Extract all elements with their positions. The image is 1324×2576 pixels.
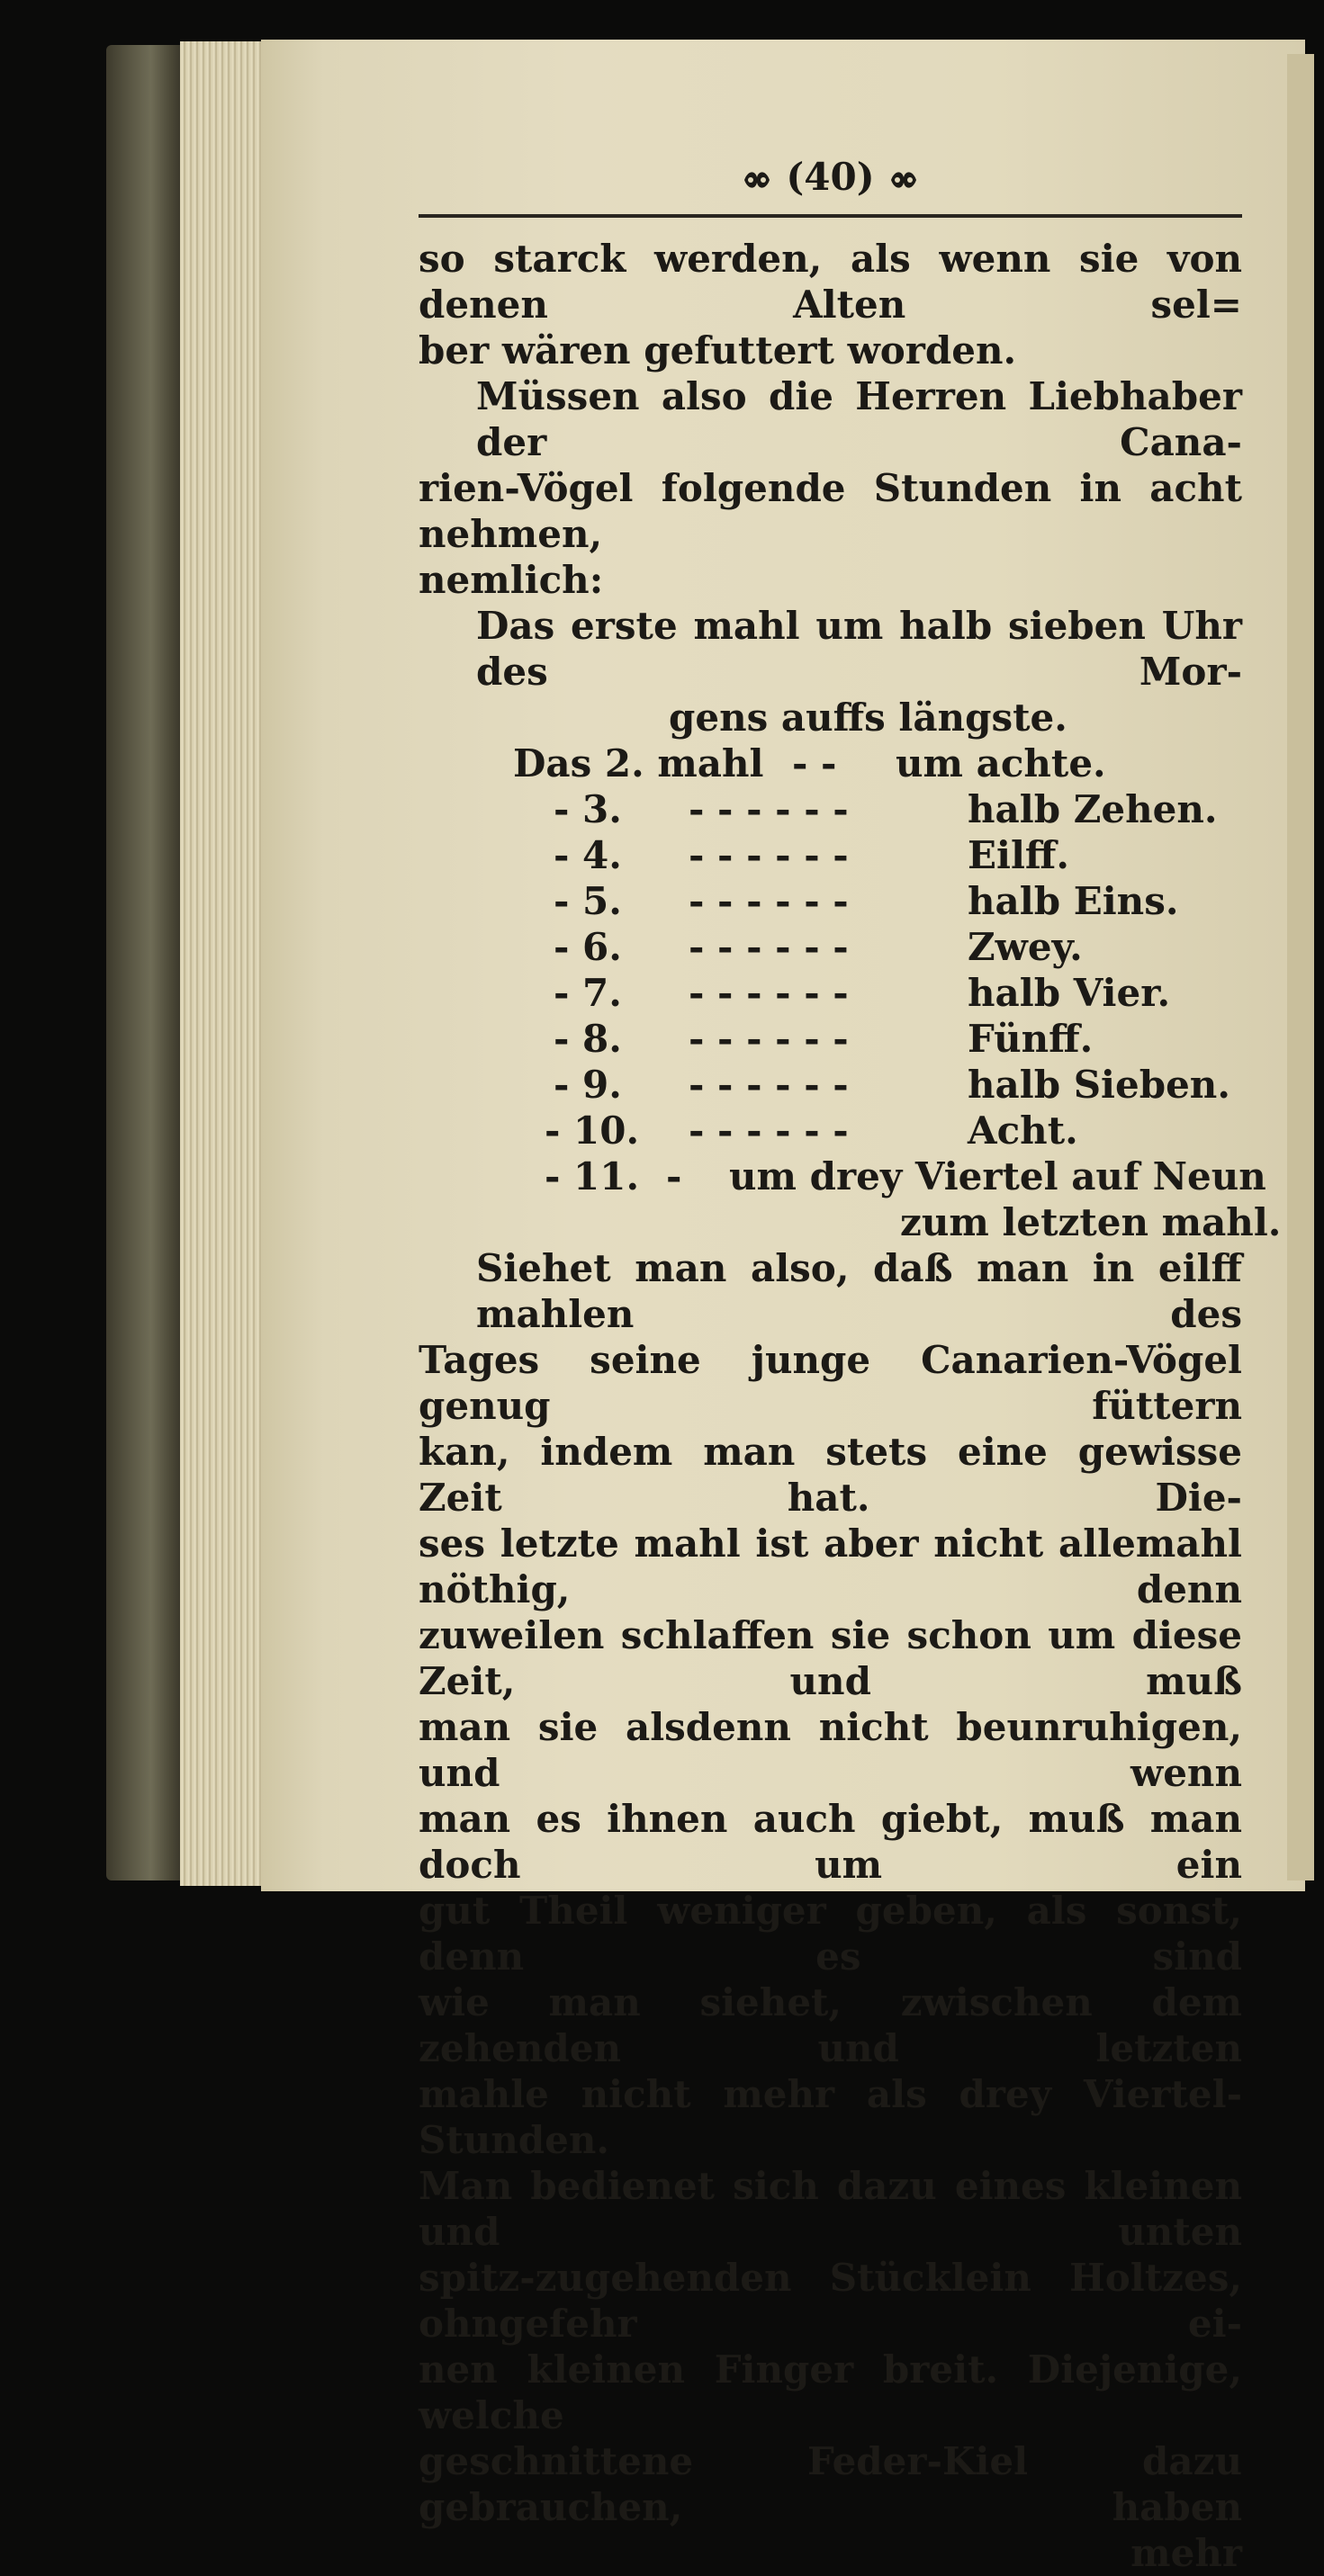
text-line: Siehet man also, daß man in eilff mahlen des (476, 1246, 1242, 1336)
text-line: nemlich: (419, 558, 604, 602)
text-line: Tages seine junge Canarien-Vögel genug füttern (419, 1338, 1242, 1428)
text-line: rien-Vögel folgende Stunden in acht nehmen, (419, 466, 1242, 556)
page-edges (180, 41, 270, 1886)
schedule-row: - 3. - - - - - - halb Zehen. (554, 787, 1218, 831)
catchword: mehr (1130, 2531, 1242, 2575)
right-ornament-icon (887, 166, 920, 193)
text-line: Müssen also die Herren Liebhaber der Cana- (476, 374, 1242, 464)
schedule-row: - 6. - - - - - - Zwey. (554, 925, 1083, 969)
schedule-row: - 7. - - - - - - halb Vier. (554, 971, 1171, 1015)
text-line: spitz-zugehenden Stücklein Holtzes, ohngefehr ei- (419, 2256, 1242, 2346)
book-spine (106, 45, 187, 1880)
left-ornament-icon (741, 166, 773, 193)
schedule-row: - 8. - - - - - - Fünff. (554, 1017, 1094, 1061)
schedule-row: - 5. - - - - - - halb Eins. (554, 879, 1179, 923)
text-line: nen kleinen Finger breit. Diejenige, welche (419, 2347, 1242, 2437)
text-line: man sie alsdenn nicht beunruhigen, und wenn (419, 1705, 1242, 1795)
text-line: geschnittene Feder-Kiel dazu gebrauchen, haben (419, 2439, 1242, 2529)
text-line: gut Theil weniger geben, als sonst, denn es sind (419, 1889, 1242, 1979)
text-line: Das erste mahl um halb sieben Uhr des Mor- (476, 604, 1242, 694)
page-gutter (1287, 54, 1314, 1880)
page-header (419, 155, 1242, 199)
schedule-row: - 10. - - - - - - Acht. (545, 1108, 1078, 1153)
schedule-row: - 4. - - - - - - Eilff. (554, 833, 1070, 877)
text-line: gens auffs längste. (669, 696, 1067, 740)
text-line: kan, indem man stets eine gewisse Zeit hat. Die- (419, 1430, 1242, 1520)
page-number: (40) (786, 155, 875, 199)
schedule-row: Das 2. mahl - - um achte. (513, 741, 1106, 785)
text-line: zum letzten mahl. (900, 1200, 1282, 1244)
text-line: wie man siehet, zwischen dem zehenden und letzten (419, 1980, 1242, 2070)
schedule-row: - 9. - - - - - - halb Sieben. (554, 1063, 1230, 1107)
text-line: ber wären gefuttert worden. (419, 328, 1017, 372)
text-line: mahle nicht mehr als drey Viertel-Stunden. (419, 2072, 1242, 2162)
schedule-row: - 11. - um drey Viertel auf Neun (545, 1154, 1266, 1198)
text-block (419, 236, 1282, 2576)
text-line: man es ihnen auch giebt, muß man doch um ein (419, 1797, 1242, 1887)
text-line: zuweilen schlaffen sie schon um diese Zeit, und muß (419, 1613, 1242, 1703)
text-line: so starck werden, als wenn sie von denen Alten sel= (419, 237, 1242, 327)
header-rule (419, 214, 1242, 218)
text-line: Man bedienet sich dazu eines kleinen und unten (419, 2164, 1242, 2254)
text-line: ses letzte mahl ist aber nicht allemahl nöthig, denn (419, 1521, 1242, 1611)
